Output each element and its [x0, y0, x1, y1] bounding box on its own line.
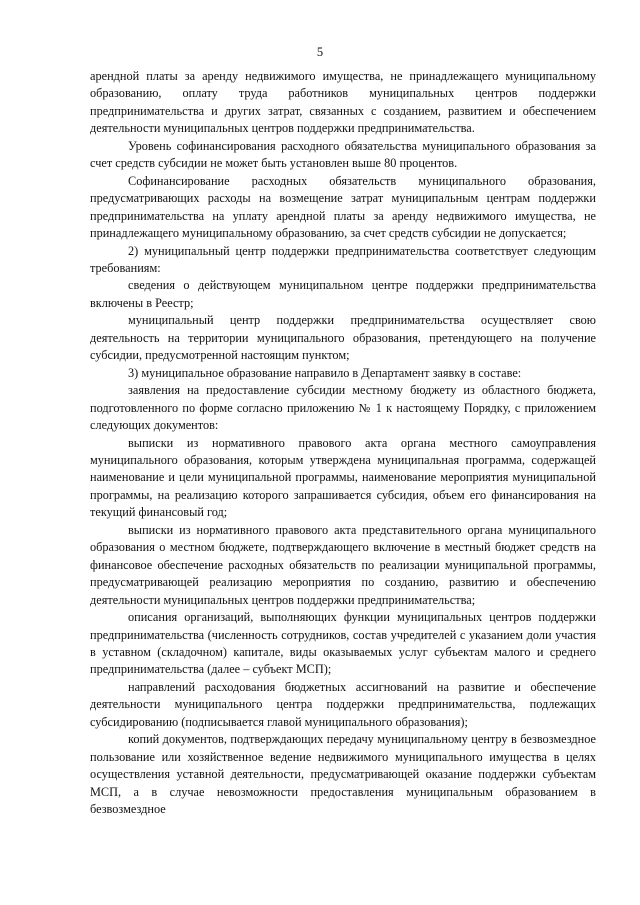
paragraph-cofinancing-restriction: Софинансирование расходных обязательств муниципального образования, предусматривающих расходы на возмещение затрат муниципальным центрам поддержки предпринимательства на уплату арендной платы за аренду недвижимого имущества, не принадлежащего муниципальному образованию, за счет средств субсидии не допускается;: [90, 173, 596, 241]
paragraph-item-2: 2) муниципальный центр поддержки предпринимательства соответствует следующим требованиям:: [90, 243, 596, 275]
body-text: [90, 68, 596, 818]
paragraph-organizations-description: описания организаций, выполняющих функции муниципальных центров поддержки предпринимательства (численность сотрудников, состав учредителей с указанием доли участия в уставном (складочном) капитале, виды оказываемых услуг субъектам малого и среднего предпринимательства (далее – субъект МСП);: [90, 610, 596, 677]
page-number: 5: [316, 45, 324, 59]
paragraph-item-3: 3) муниципальное образование направило в Департамент заявку в составе:: [128, 365, 522, 380]
paragraph-cofinancing-level: Уровень софинансирования расходного обязательства муниципального образования за счет средств субсидии не может быть установлен выше 80 процентов.: [90, 138, 596, 171]
paragraph-registry-info: сведения о действующем муниципальном центре поддержки предпринимательства включены в Реестр;: [90, 278, 596, 310]
paragraph-continuation: арендной платы за аренду недвижимого имущества, не принадлежащего муниципальному образованию, оплату труда работников муниципальных центров поддержки предпринимательства и других затрат, связанных с созданием, развитием и обеспечением деятельности муниципальных центров поддержки предпринимательства.: [90, 69, 596, 136]
paragraph-property-documents: копий документов, подтверждающих передачу муниципальному центру в безвозмездное пользование или хозяйственное ведение недвижимого муниципального имущества в целях осуществления уставной деятельности, предусматривающей оказание поддержки субъектам МСП, а в случае невозможности предоставления муниципальным образованием в безвозмездное: [90, 732, 596, 817]
paragraph-spending-directions: направлений расходования бюджетных ассигнований на развитие и обеспечение деятельности муниципального центра поддержки предпринимательства, подлежащих субсидированию (подписывается главой муниципального образования);: [90, 679, 596, 729]
paragraph-program-extract: выписки из нормативного правового акта органа местного самоуправления муниципального образования, которым утверждена муниципальная программа, содержащей наименование и цели муниципальной программы, наименование мероприятия муниципальной программы, на реализацию которого запрашивается субсидия, объем его финансирования на текущий финансовый год;: [90, 435, 596, 520]
paragraph-center-territory: муниципальный центр поддержки предпринимательства осуществляет свою деятельность на территории муниципального образования, претендующего на получение субсидии, предусмотренной настоящим пунктом;: [90, 313, 596, 363]
paragraph-application: заявления на предоставление субсидии местному бюджету из областного бюджета, подготовленного по форме согласно приложению № 1 к настоящему Порядку, с приложением следующих документов:: [90, 383, 596, 433]
paragraph-budget-extract: выписки из нормативного правового акта представительного органа муниципального образования о местном бюджете, подтверждающего включение в местный бюджет средств на финансовое обеспечение расходных обязательств по реализации муниципальной программы, предусматривающей реализацию мероприятия по созданию, развитию и обеспечению деятельности муниципальных центров поддержки предпринимательства;: [90, 522, 596, 607]
